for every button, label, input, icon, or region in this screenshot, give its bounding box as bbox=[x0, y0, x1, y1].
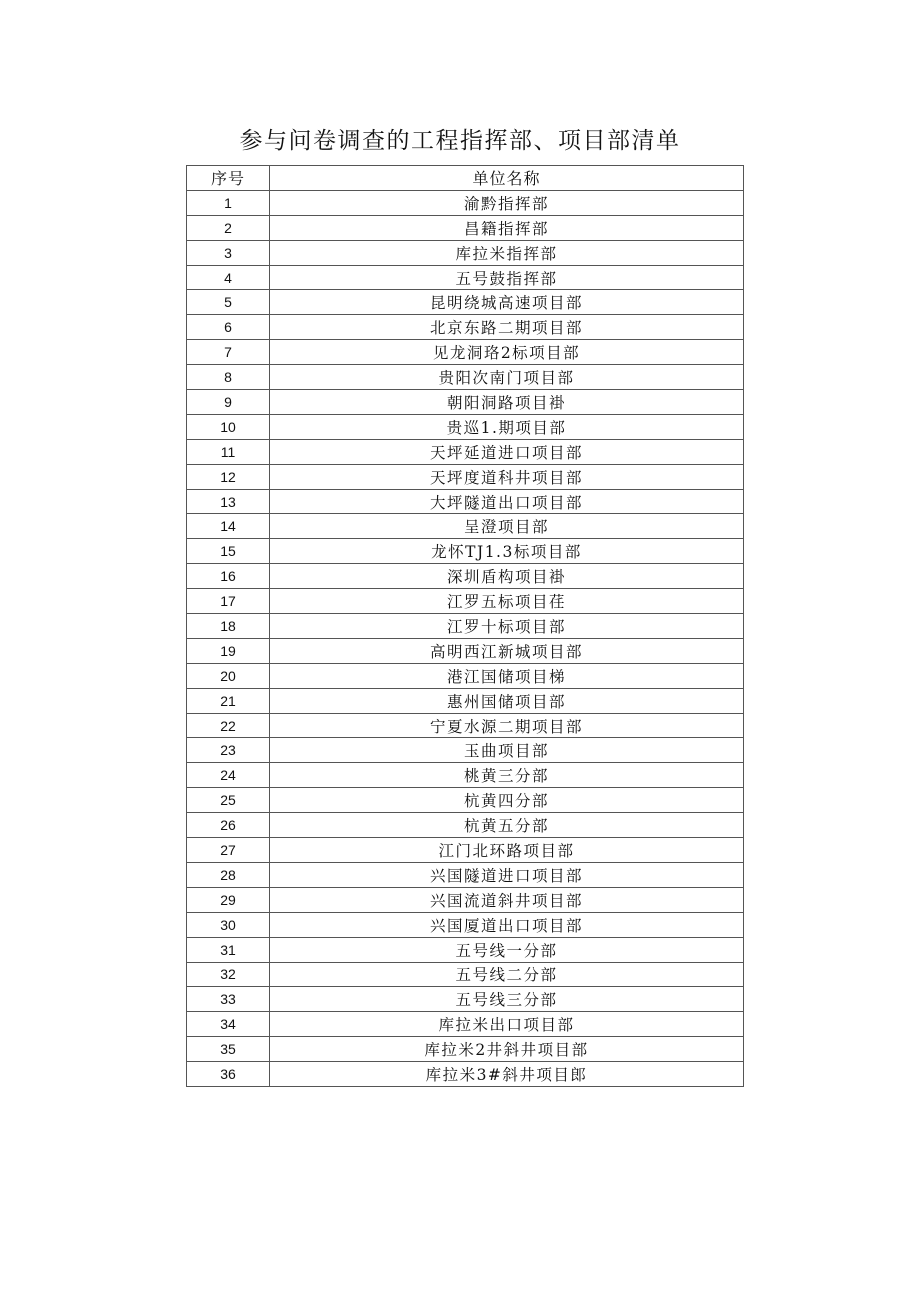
row-unit-name: 库拉米出口项目部 bbox=[270, 1012, 744, 1037]
row-unit-name: 昆明绕城高速项目部 bbox=[270, 290, 744, 315]
table-row bbox=[187, 887, 744, 912]
row-index: 33 bbox=[187, 987, 270, 1012]
row-unit-name: 渝黔指挥部 bbox=[270, 190, 744, 215]
table-row bbox=[187, 1012, 744, 1037]
table-row bbox=[187, 439, 744, 464]
table-row bbox=[187, 190, 744, 215]
row-unit-name: 北京东路二期项目部 bbox=[270, 315, 744, 340]
row-index: 28 bbox=[187, 862, 270, 887]
row-index: 6 bbox=[187, 315, 270, 340]
row-index: 29 bbox=[187, 887, 270, 912]
table-row bbox=[187, 265, 744, 290]
row-unit-name: 港江国储项目梯 bbox=[270, 663, 744, 688]
row-unit-name: 库拉米2井斜井项目部 bbox=[270, 1037, 744, 1062]
table-row bbox=[187, 539, 744, 564]
row-index: 11 bbox=[187, 439, 270, 464]
table-row bbox=[187, 688, 744, 713]
row-index: 22 bbox=[187, 713, 270, 738]
row-index: 10 bbox=[187, 414, 270, 439]
row-unit-name: 天坪度道科井项目部 bbox=[270, 464, 744, 489]
row-index: 34 bbox=[187, 1012, 270, 1037]
table-row bbox=[187, 1037, 744, 1062]
table-row bbox=[187, 340, 744, 365]
row-index: 25 bbox=[187, 788, 270, 813]
table-row bbox=[187, 962, 744, 987]
document-title: 参与问卷调查的工程指挥部、项目部清单 bbox=[239, 128, 681, 154]
row-unit-name: 桃黄三分部 bbox=[270, 763, 744, 788]
row-unit-name: 杭黄四分部 bbox=[270, 788, 744, 813]
table-row bbox=[187, 788, 744, 813]
row-index: 9 bbox=[187, 390, 270, 415]
row-index: 1 bbox=[187, 190, 270, 215]
table-row bbox=[187, 763, 744, 788]
table-row bbox=[187, 215, 744, 240]
table-row bbox=[187, 862, 744, 887]
row-index: 17 bbox=[187, 589, 270, 614]
row-index: 5 bbox=[187, 290, 270, 315]
row-index: 8 bbox=[187, 365, 270, 390]
row-index: 27 bbox=[187, 838, 270, 863]
table-row bbox=[187, 365, 744, 390]
table-row bbox=[187, 614, 744, 639]
row-index: 2 bbox=[187, 215, 270, 240]
table-row bbox=[187, 912, 744, 937]
project-list-table bbox=[186, 165, 744, 1087]
row-index: 26 bbox=[187, 813, 270, 838]
row-unit-name: 兴国流道斜井项目部 bbox=[270, 887, 744, 912]
table-row bbox=[187, 987, 744, 1012]
table-row bbox=[187, 514, 744, 539]
table-row bbox=[187, 240, 744, 265]
row-index: 18 bbox=[187, 614, 270, 639]
row-index: 20 bbox=[187, 663, 270, 688]
row-unit-name: 朝阳洞路项目褂 bbox=[270, 390, 744, 415]
row-unit-name: 兴国厦道出口项目部 bbox=[270, 912, 744, 937]
row-index: 19 bbox=[187, 638, 270, 663]
table-row bbox=[187, 838, 744, 863]
row-index: 16 bbox=[187, 564, 270, 589]
row-unit-name: 江罗十标项目部 bbox=[270, 614, 744, 639]
table-row bbox=[187, 1062, 744, 1087]
row-unit-name: 高明西江新城项目部 bbox=[270, 638, 744, 663]
row-unit-name: 天坪延道进口项目部 bbox=[270, 439, 744, 464]
row-unit-name: 五号鼓指挥部 bbox=[270, 265, 744, 290]
table-row bbox=[187, 813, 744, 838]
row-unit-name: 江罗五标项目荏 bbox=[270, 589, 744, 614]
table-row bbox=[187, 937, 744, 962]
row-index: 24 bbox=[187, 763, 270, 788]
table-body bbox=[187, 190, 744, 1086]
table-row bbox=[187, 738, 744, 763]
row-unit-name: 惠州国储项目部 bbox=[270, 688, 744, 713]
table-row bbox=[187, 564, 744, 589]
header-index: 序号 bbox=[187, 166, 270, 191]
row-index: 12 bbox=[187, 464, 270, 489]
row-unit-name: 宁夏水源二期项目部 bbox=[270, 713, 744, 738]
row-index: 7 bbox=[187, 340, 270, 365]
row-unit-name: 玉曲项目部 bbox=[270, 738, 744, 763]
row-unit-name: 杭黄五分部 bbox=[270, 813, 744, 838]
row-unit-name: 呈澄项目部 bbox=[270, 514, 744, 539]
table-row bbox=[187, 489, 744, 514]
row-unit-name: 江门北环路项目部 bbox=[270, 838, 744, 863]
table-row bbox=[187, 663, 744, 688]
row-index: 23 bbox=[187, 738, 270, 763]
row-unit-name: 五号线三分部 bbox=[270, 987, 744, 1012]
table-row bbox=[187, 464, 744, 489]
row-unit-name: 深圳盾构项目褂 bbox=[270, 564, 744, 589]
row-index: 21 bbox=[187, 688, 270, 713]
row-unit-name: 五号线一分部 bbox=[270, 937, 744, 962]
row-index: 3 bbox=[187, 240, 270, 265]
table-row bbox=[187, 414, 744, 439]
row-index: 15 bbox=[187, 539, 270, 564]
table-row bbox=[187, 315, 744, 340]
row-unit-name: 贵阳次南门项目部 bbox=[270, 365, 744, 390]
row-unit-name: 库拉米指挥部 bbox=[270, 240, 744, 265]
row-index: 14 bbox=[187, 514, 270, 539]
row-index: 4 bbox=[187, 265, 270, 290]
table-row bbox=[187, 638, 744, 663]
row-unit-name: 昌籍指挥部 bbox=[270, 215, 744, 240]
row-unit-name: 见龙洞珞2标项目部 bbox=[270, 340, 744, 365]
row-index: 36 bbox=[187, 1062, 270, 1087]
row-unit-name: 库拉米3#斜井项目郎 bbox=[270, 1062, 744, 1087]
row-unit-name: 大坪隧道出口项目部 bbox=[270, 489, 744, 514]
row-index: 13 bbox=[187, 489, 270, 514]
row-index: 32 bbox=[187, 962, 270, 987]
row-unit-name: 贵巡1.期项目部 bbox=[270, 414, 744, 439]
row-index: 31 bbox=[187, 937, 270, 962]
row-unit-name: 兴国隧道进口项目部 bbox=[270, 862, 744, 887]
row-index: 35 bbox=[187, 1037, 270, 1062]
table-header-row bbox=[187, 166, 744, 191]
table-row bbox=[187, 290, 744, 315]
table-row bbox=[187, 589, 744, 614]
table-row bbox=[187, 390, 744, 415]
row-unit-name: 龙怀TJ1.3标项目部 bbox=[270, 539, 744, 564]
table-row bbox=[187, 713, 744, 738]
header-unit-name: 单位名称 bbox=[270, 166, 744, 191]
row-unit-name: 五号线二分部 bbox=[270, 962, 744, 987]
row-index: 30 bbox=[187, 912, 270, 937]
